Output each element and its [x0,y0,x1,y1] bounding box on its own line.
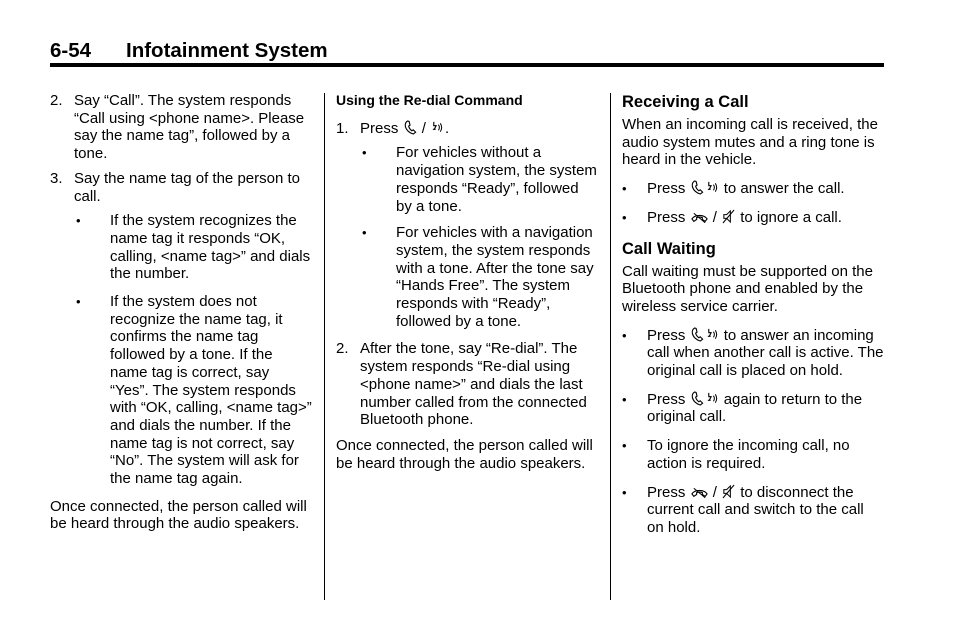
bullet: • [622,391,627,407]
hang-up-icon [691,487,708,499]
voice-recognition-icon [706,180,719,195]
bullet-not-recognized: • If the system does not recognize the name tag, it confirms the name tag followed by a tone. If the name tag is correct, say “Yes”. The system responds with “OK, calling, <name tag>” and dials the number. If the name tag is not correct, say “No”. The system will ask for the name tag again. [76,293,312,488]
bullet: • [622,209,627,225]
section-number: 6-54 [50,39,92,62]
bullet: • [76,213,81,229]
bullet: • [76,294,81,310]
bullet-ignore-waiting: • To ignore the incoming call, no action is required. [622,437,850,472]
column-2 [336,92,598,480]
voice-recognition-icon [706,327,719,342]
phone-icon [691,391,704,406]
bullet-disconnect-switch: • Press / to disconnect the current call and switch to the call on hold. [622,483,864,536]
column-3 [622,92,884,544]
bullet: • [622,484,627,500]
bullet: • [362,145,367,161]
call-waiting-paragraph: Call waiting must be supported on the Bluetooth phone and enabled by the wireless service carrier. [622,262,873,315]
redial-step-2: 2. After the tone, say “Re-dial”. The system responds “Re-dial using <phone name>” and dials the last number called from the connected Bluetooth phone. [336,340,587,429]
voice-recognition-icon [706,391,719,406]
bullet-with-navigation: • For vehicles with a navigation system, the system responds with a tone. After the tone say “Hands Free”. The system responds with “Ready”, followed by a tone. [362,224,594,330]
bullet-return-original: • Press again to return to the original call. [622,390,863,426]
bullet: • [362,225,367,241]
hang-up-icon [691,212,708,224]
column-divider-1 [324,93,325,600]
page-header [50,38,884,66]
bullet-ignore-call: • Press / to ignore a call. [622,208,842,226]
bullet-no-navigation: • For vehicles without a navigation system, the system responds “Ready”, followed by a tone. [362,144,597,215]
step-3: 3. Say the name tag of the person to call. [50,169,300,205]
call-waiting-heading: Call Waiting [622,239,716,258]
redial-subheading: Using the Re-dial Command [336,92,523,108]
phone-icon [691,327,704,342]
receiving-call-heading: Receiving a Call [622,93,749,111]
mute-icon [722,209,735,224]
receiving-call-paragraph: When an incoming call is received, the audio system mutes and a ring tone is heard in the vehicle. [622,116,878,169]
step-2: 2. Say “Call”. The system responds “Call using <phone name>. Please say the name tag”, followed by a tone. [50,92,305,163]
voice-recognition-icon [431,120,444,135]
bullet: • [622,438,627,454]
bullet: • [622,327,627,343]
bullet-recognized: • If the system recognizes the name tag it responds “OK, calling, <name tag>” and dials the number. [76,212,311,283]
mute-icon [722,484,735,499]
closing-paragraph: Once connected, the person called will be heard through the audio speakers. [50,497,307,533]
header-rule [50,63,884,67]
bullet-answer-waiting: • Press to answer an incoming call when another call is active. The original call is placed on hold. [622,326,884,380]
column-1 [50,92,312,541]
column-divider-2 [610,93,611,600]
closing-paragraph: Once connected, the person called will be heard through the audio speakers. [336,436,593,472]
bullet: • [622,181,627,197]
phone-icon [404,120,417,135]
redial-step-1: 1. Press / . [336,119,450,137]
bullet-answer-call: • Press to answer the call. [622,180,845,198]
section-title: Infotainment System [126,39,328,62]
phone-icon [691,180,704,195]
